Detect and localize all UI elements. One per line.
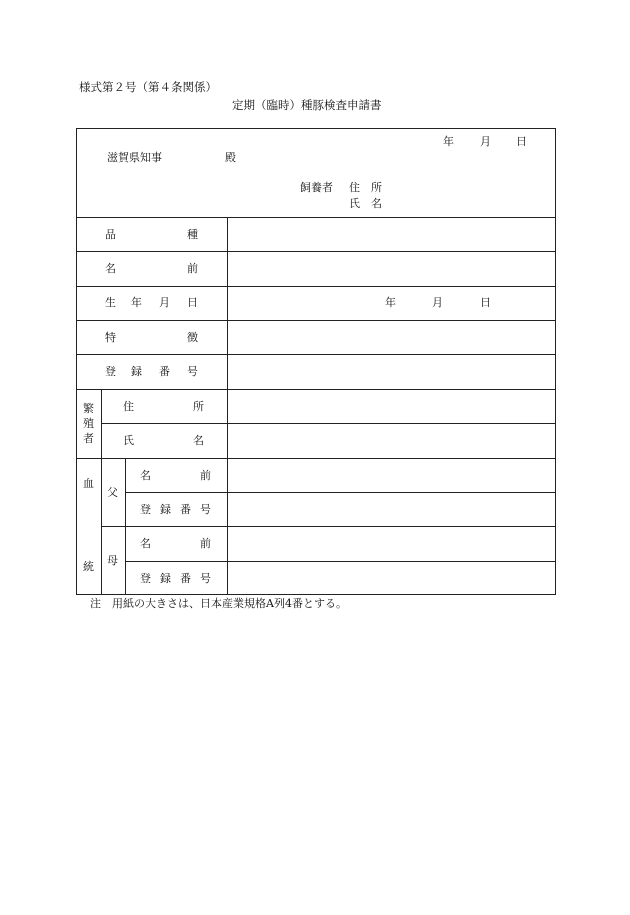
birthdate-label-4: 日 bbox=[187, 296, 198, 309]
breeder-group-label-2: 殖 bbox=[83, 417, 94, 430]
date-month-label: 月 bbox=[480, 135, 491, 148]
row-divider bbox=[77, 458, 555, 459]
breed-label-1: 品 bbox=[105, 228, 116, 241]
birthdate-label-2: 年 bbox=[131, 296, 142, 309]
column-divider bbox=[227, 217, 228, 594]
breeder-address-label-1: 住 bbox=[123, 400, 134, 413]
row-divider bbox=[77, 251, 555, 252]
row-divider bbox=[77, 320, 555, 321]
registration-label-1: 登 bbox=[105, 365, 116, 378]
application-form-table bbox=[76, 128, 556, 595]
applicant-address-label: 住 所 bbox=[349, 181, 382, 194]
row-divider bbox=[77, 286, 555, 287]
name-label-1: 名 bbox=[105, 262, 116, 275]
applicant-role: 飼養者 bbox=[300, 181, 333, 194]
sire-registration-label-2: 録 bbox=[160, 503, 171, 516]
column-divider bbox=[101, 389, 102, 594]
registration-label-4: 号 bbox=[187, 365, 198, 378]
row-divider bbox=[101, 526, 555, 527]
row-divider bbox=[125, 492, 555, 493]
row-divider bbox=[77, 354, 555, 355]
pedigree-group-label-top: 血 bbox=[83, 477, 94, 490]
birthdate-year: 年 bbox=[385, 296, 396, 309]
date-day-label: 日 bbox=[516, 135, 527, 148]
breeder-group-label-1: 繁 bbox=[83, 402, 94, 415]
breeder-address-label-2: 所 bbox=[193, 400, 204, 413]
applicant-name-label: 氏 名 bbox=[349, 197, 382, 210]
sire-registration-label-1: 登 bbox=[140, 503, 151, 516]
document-title: 定期（臨時）種豚検査申請書 bbox=[232, 98, 382, 112]
pedigree-group-label-bottom: 統 bbox=[83, 560, 94, 573]
addressee: 滋賀県知事 bbox=[107, 151, 162, 164]
column-divider bbox=[125, 458, 126, 594]
dam-registration-label-2: 録 bbox=[160, 572, 171, 585]
birthdate-month: 月 bbox=[432, 296, 443, 309]
birthdate-label-1: 生 bbox=[105, 296, 116, 309]
birthdate-day: 日 bbox=[480, 296, 491, 309]
breeder-name-label-2: 名 bbox=[193, 434, 204, 447]
row-divider bbox=[77, 389, 555, 390]
breeder-name-label-1: 氏 bbox=[123, 434, 134, 447]
registration-label-3: 番 bbox=[159, 365, 170, 378]
form-number: 様式第２号（第４条関係） bbox=[79, 80, 217, 94]
row-divider bbox=[125, 561, 555, 562]
date-year-label: 年 bbox=[443, 135, 454, 148]
dam-name-label-1: 名 bbox=[140, 537, 151, 550]
features-label-2: 徴 bbox=[187, 331, 198, 344]
sire-registration-label-3: 番 bbox=[180, 503, 191, 516]
dam-registration-label-3: 番 bbox=[180, 572, 191, 585]
row-divider bbox=[101, 423, 555, 424]
dam-registration-label-1: 登 bbox=[140, 572, 151, 585]
honorific: 殿 bbox=[225, 151, 236, 164]
features-label-1: 特 bbox=[105, 331, 116, 344]
breed-label-2: 種 bbox=[187, 228, 198, 241]
row-divider bbox=[77, 217, 555, 218]
sire-name-label-2: 前 bbox=[200, 469, 211, 482]
sire-registration-label-4: 号 bbox=[200, 503, 211, 516]
sire-name-label-1: 名 bbox=[140, 469, 151, 482]
paper-size-note: 注 用紙の大きさは、日本産業規格A列4番とする。 bbox=[90, 597, 347, 610]
dam-registration-label-4: 号 bbox=[200, 572, 211, 585]
dam-label: 母 bbox=[107, 554, 118, 567]
breeder-group-label-3: 者 bbox=[83, 432, 94, 445]
registration-label-2: 録 bbox=[131, 365, 142, 378]
sire-label: 父 bbox=[107, 486, 118, 499]
birthdate-label-3: 月 bbox=[159, 296, 170, 309]
dam-name-label-2: 前 bbox=[200, 537, 211, 550]
name-label-2: 前 bbox=[187, 262, 198, 275]
